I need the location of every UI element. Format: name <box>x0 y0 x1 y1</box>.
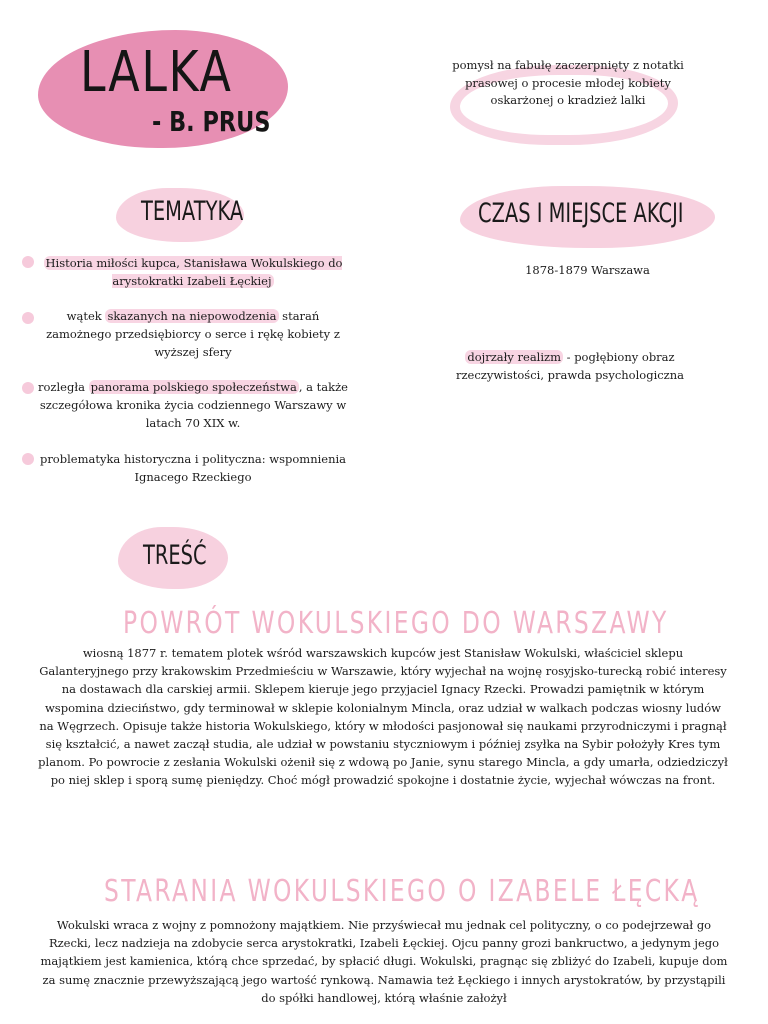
content-heading-2: STARANIA WOKULSKIEGO O IZABELE ŁĘCKĄ <box>104 874 700 909</box>
tematyka-item-4 <box>38 450 348 486</box>
note-text: pomysł na fabułę zaczerpnięty z notatki prasowej o procesie młodej kobiety oskarżonej o kradzież lalki <box>452 58 684 107</box>
author-label: - B. PRUS <box>152 105 271 138</box>
tematyka-item-3 <box>38 378 348 432</box>
tematyka-heading: TEMATYKA <box>141 196 244 227</box>
content-heading-1: POWRÓT WOKULSKIEGO DO WARSZAWY <box>123 606 669 641</box>
tematyka-item-2 <box>38 307 348 361</box>
highlight: panorama polskiego społeczeństwa <box>90 380 297 394</box>
tresc-heading: TREŚĆ <box>143 540 207 571</box>
item-text: problematyka historyczna i polityczna: wspomnienia Ignacego Rzeckiego <box>39 452 347 484</box>
czas-heading: CZAS I MIEJSCE AKCJI <box>478 198 684 229</box>
realizm-note <box>425 348 715 384</box>
content-paragraph-2: Wokulski wraca z wojny z pomnożony majątkiem. Nie przyświecał mu jednak cel polityczny, o co podejrzewał go Rzecki, lecz nadzieja na zdobycie serca arystokratki, Izabeli Łęckiej. Ojcu panny grozi bankructwo, a jedynym jego majątkiem jest kamienica, którą chce sprzedać, by spłacić długi. Wokulski, pragnąc się zbliżyć do Izabeli, kupuje dom za sumę znacznie przewyższającą jego wartość rynkową. Namawia też Łęckiego i innych arystokratów, by przystąpili do spółki handlowej, którą właśnie założył <box>40 918 728 1005</box>
bullet-dot <box>22 382 34 394</box>
bullet-dot <box>22 256 34 268</box>
item-text: , a także szczegółowa kronika życia codziennego Warszawy w latach 70 XIX w. <box>39 380 348 430</box>
bullet-dot <box>22 312 34 324</box>
highlight: dojrzały realizm <box>467 350 561 364</box>
item-text: rozległa <box>38 380 89 394</box>
content-paragraph-1: wiosną 1877 r. tematem plotek wśród warszawskich kupców jest Stanisław Wokulski, właściciel sklepu Galanteryjnego przy krakowskim Przedmieściu w Warszawie, który wyjechał na wojnę rosyjsko-turecką robić interesy na dostawach dla carskiej armii. Sklepem kieruje jego przyjaciel Ignacy Rzecki. Prowadzi pamiętnik w którym wspomina dzieciństwo, gdy terminował w sklepie kolonialnym Mincla, oraz udział w walkach podczas wiosny ludów na Węgrzech. Opisuje także historia Wokulskiego, który w młodości pasjonował się naukami przyrodniczymi i pragnął się kształcić, a nawet zaczął studia, ale udział w powstaniu styczniowym i później zsyłka na Sybir położyły Kres tym planom. Po powrocie z zesłania Wokulski ożenił się z wdową po Janie, synu starego Mincla, a gdy umarła, odziedziczył po niej sklep i sporą sumę pieniędzy. Choć mógł prowadzić spokojne i dostatnie życie, wyjechał wówczas na front. <box>38 646 728 788</box>
item-text: starań zamożnego przedsiębiorcy o serce i rękę kobiety z wyższej sfery <box>46 309 340 359</box>
bullet-dot <box>22 453 34 465</box>
tematyka-item-1 <box>38 254 348 290</box>
czas-value: 1878-1879 Warszawa <box>525 263 650 277</box>
page-title: LALKA <box>80 40 233 105</box>
highlight: skazanych na niepowodzenia <box>107 309 277 323</box>
highlight: Historia miłości kupca, Stanisława Wokulskiego do arystokratki Izabeli Łęckiej <box>45 256 343 288</box>
item-text: wątek <box>66 309 106 323</box>
realizm-text: - pogłębiony obraz rzeczywistości, prawda psychologiczna <box>455 350 685 382</box>
